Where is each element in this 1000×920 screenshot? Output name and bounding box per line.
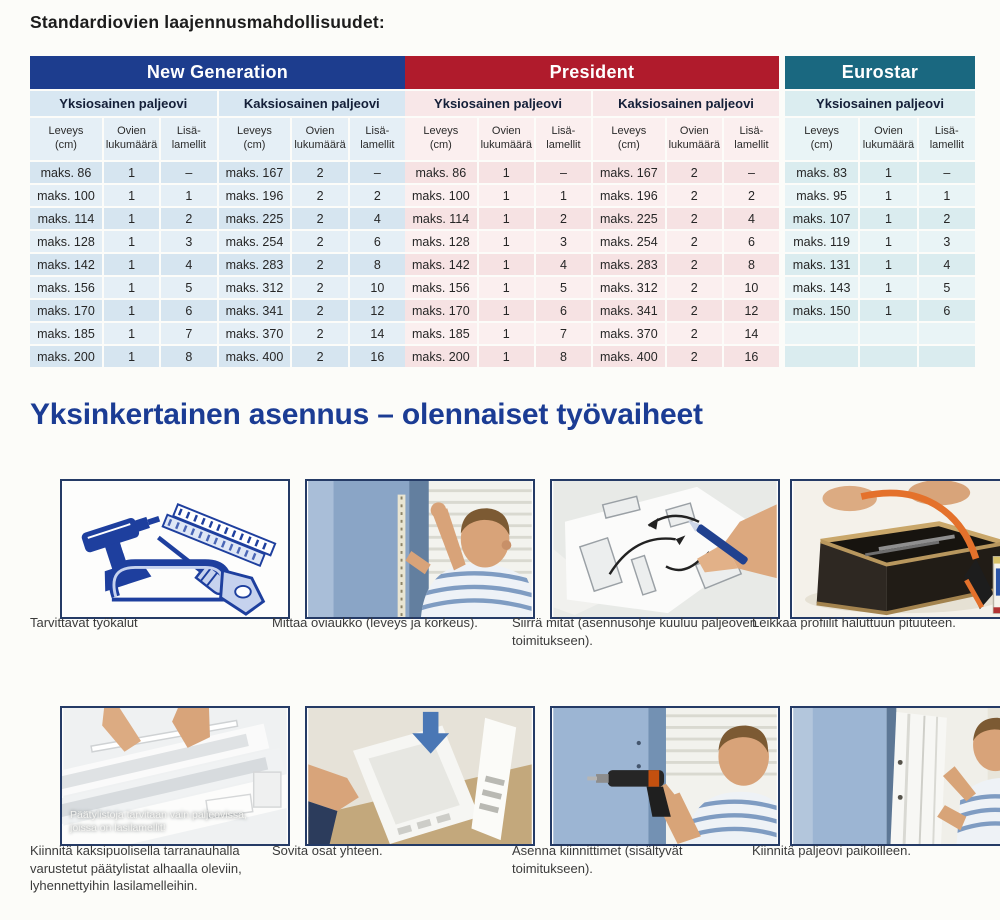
table-subsection-title: Yksiosainen paljeovi (30, 91, 217, 116)
table-cell: 2 (350, 185, 405, 206)
table-grid (785, 118, 975, 367)
table-cell: 4 (724, 208, 779, 229)
table-cell: 2 (292, 300, 347, 321)
table-column-header: Lisä- lamellit (350, 118, 405, 160)
table-cell: maks. 114 (30, 208, 102, 229)
table-cell: 1 (860, 208, 916, 229)
transfer-measurements-photo (552, 481, 778, 617)
table-cell: 4 (536, 254, 591, 275)
table-cell: 2 (667, 162, 722, 183)
step-caption-8: Kiinnitä paljeovi paikoilleen. (752, 843, 911, 858)
table-cell: 1 (104, 277, 159, 298)
table-cell: 1 (536, 185, 591, 206)
table-cell: maks. 100 (30, 185, 102, 206)
table-group-body (785, 91, 975, 367)
table-grid (219, 118, 406, 367)
table-column-header: Ovien lukumäärä (860, 118, 916, 160)
table-cell: maks. 86 (30, 162, 102, 183)
table-cell: maks. 83 (785, 162, 858, 183)
table-subsection-title: Yksiosainen paljeovi (785, 91, 975, 116)
table-column-header: Leveys (cm) (30, 118, 102, 160)
table-cell: 16 (724, 346, 779, 367)
tools-illustration (62, 481, 288, 617)
table-cell: 10 (350, 277, 405, 298)
table-subsection-title: Yksiosainen paljeovi (405, 91, 591, 116)
table-cell: 4 (919, 254, 975, 275)
table-column-header: Ovien lukumäärä (667, 118, 722, 160)
install-fasteners-photo (552, 708, 778, 844)
table-column-header: Lisä- lamellit (919, 118, 975, 160)
table-cell (860, 323, 916, 344)
table-cell: maks. 312 (593, 277, 665, 298)
table-cell: – (919, 162, 975, 183)
table-subsection-title: Kaksiosainen paljeovi (593, 91, 779, 116)
table-subsection (785, 91, 975, 367)
table-cell: 2 (536, 208, 591, 229)
table-column-header: Lisä- lamellit (724, 118, 779, 160)
step-photo-transfer-measurements (550, 479, 780, 619)
table-cell: 1 (104, 300, 159, 321)
measuring-doorway-photo (307, 481, 533, 617)
table-cell: maks. 167 (219, 162, 291, 183)
table-cell: maks. 341 (593, 300, 665, 321)
table-cell: 8 (724, 254, 779, 275)
table-cell: 2 (292, 277, 347, 298)
table-column-header: Leveys (cm) (219, 118, 291, 160)
table-cell: 1 (479, 300, 534, 321)
step-photo-cut-profiles (790, 479, 1000, 619)
attach-door-photo (792, 708, 1000, 844)
table-grid (593, 118, 779, 367)
table-cell: maks. 196 (219, 185, 291, 206)
step-photo-fit-parts (305, 706, 535, 846)
table-cell: maks. 142 (30, 254, 102, 275)
table-cell: 2 (292, 254, 347, 275)
table-cell: maks. 156 (30, 277, 102, 298)
table-cell: 1 (479, 162, 534, 183)
table-cell: 16 (350, 346, 405, 367)
standard-doors-table (30, 56, 975, 367)
table-cell: maks. 225 (593, 208, 665, 229)
table-cell: 1 (479, 254, 534, 275)
table-cell: maks. 156 (405, 277, 477, 298)
table-cell: 7 (536, 323, 591, 344)
table-cell: 1 (479, 346, 534, 367)
table-cell: 2 (292, 346, 347, 367)
table-cell: maks. 283 (219, 254, 291, 275)
step-photo-measure (305, 479, 535, 619)
table-subsection (405, 91, 591, 367)
table-cell: 2 (667, 231, 722, 252)
table-cell: 5 (536, 277, 591, 298)
table-cell: 3 (919, 231, 975, 252)
table-cell: maks. 370 (593, 323, 665, 344)
table-cell: maks. 400 (219, 346, 291, 367)
table-cell: 1 (104, 185, 159, 206)
table-cell: 1 (860, 277, 916, 298)
table-section-eurostar (785, 56, 975, 367)
table-subsection (30, 91, 217, 367)
table-cell: 12 (724, 300, 779, 321)
table-cell: 1 (104, 254, 159, 275)
table-cell: maks. 167 (593, 162, 665, 183)
table-cell: 7 (161, 323, 216, 344)
table-cell: maks. 283 (593, 254, 665, 275)
table-cell: 12 (350, 300, 405, 321)
table-group-title: President (405, 56, 779, 89)
fit-parts-photo (307, 708, 533, 844)
table-cell: maks. 185 (30, 323, 102, 344)
table-group-title: Eurostar (785, 56, 975, 89)
table-cell: 1 (860, 162, 916, 183)
table-column-header: Leveys (cm) (405, 118, 477, 160)
table-cell: 2 (667, 185, 722, 206)
table-cell: 8 (536, 346, 591, 367)
table-grid (30, 118, 217, 367)
table-cell: – (724, 162, 779, 183)
table-group-title: New Generation (30, 56, 405, 89)
table-group-body (405, 91, 779, 367)
table-cell (919, 346, 975, 367)
table-cell: 6 (724, 231, 779, 252)
step-caption-4: Leikkaa profiilit haluttuun pituuteen. (752, 615, 956, 630)
table-cell: maks. 107 (785, 208, 858, 229)
table-cell: 2 (667, 208, 722, 229)
table-cell: 2 (667, 254, 722, 275)
table-cell: 5 (919, 277, 975, 298)
table-cell: 1 (479, 185, 534, 206)
table-cell: maks. 200 (30, 346, 102, 367)
table-column-header: Ovien lukumäärä (292, 118, 347, 160)
table-cell: maks. 95 (785, 185, 858, 206)
table-cell: maks. 128 (405, 231, 477, 252)
table-cell: maks. 131 (785, 254, 858, 275)
table-cell: maks. 128 (30, 231, 102, 252)
table-cell: 2 (292, 323, 347, 344)
table-cell: maks. 196 (593, 185, 665, 206)
table-cell: – (350, 162, 405, 183)
table-cell: 2 (724, 185, 779, 206)
table-cell: maks. 143 (785, 277, 858, 298)
table-cell: maks. 341 (219, 300, 291, 321)
table-cell: 2 (292, 162, 347, 183)
table-cell: maks. 170 (30, 300, 102, 321)
table-cell: 8 (350, 254, 405, 275)
page-title: Standardiovien laajennusmahdollisuudet: (30, 12, 385, 32)
table-subsection (219, 91, 406, 367)
step-photo-install-fasteners (550, 706, 780, 846)
table-cell: 4 (350, 208, 405, 229)
table-cell: 1 (104, 162, 159, 183)
table-column-header: Leveys (cm) (593, 118, 665, 160)
table-cell: 6 (536, 300, 591, 321)
table-cell: 1 (860, 300, 916, 321)
table-cell: maks. 254 (593, 231, 665, 252)
table-cell: 2 (919, 208, 975, 229)
table-cell: 14 (724, 323, 779, 344)
table-cell: 8 (161, 346, 216, 367)
table-cell (785, 323, 858, 344)
table-column-header: Lisä- lamellit (536, 118, 591, 160)
step-caption-6: Sovita osat yhteen. (272, 843, 383, 858)
table-cell: 2 (667, 346, 722, 367)
table-cell: maks. 370 (219, 323, 291, 344)
table-column-header: Leveys (cm) (785, 118, 858, 160)
table-cell: 2 (667, 323, 722, 344)
table-cell: 1 (479, 277, 534, 298)
step-photo-end-strips (60, 706, 290, 846)
table-cell: maks. 200 (405, 346, 477, 367)
table-subsection-title: Kaksiosainen paljeovi (219, 91, 406, 116)
table-cell: 1 (104, 231, 159, 252)
table-cell: 1 (479, 208, 534, 229)
table-cell (785, 346, 858, 367)
step-caption-3: Siirrä mitat (asennusohje kuuluu paljeoven toimitukseen). (512, 615, 757, 648)
table-cell: 2 (667, 300, 722, 321)
step-photo-attach-door (790, 706, 1000, 846)
table-grid (405, 118, 591, 367)
table-cell: 1 (104, 208, 159, 229)
step-caption-5: Kiinnitä kaksipuolisella tarranauhalla varustetut päätylistat alhaalla oleviin, lyhennettyihin lasilamelleihin. (30, 843, 242, 894)
table-cell: 14 (350, 323, 405, 344)
table-cell: maks. 100 (405, 185, 477, 206)
table-cell: 6 (161, 300, 216, 321)
table-cell: 1 (104, 346, 159, 367)
table-cell: maks. 86 (405, 162, 477, 183)
table-cell: 1 (104, 323, 159, 344)
table-cell: 5 (161, 277, 216, 298)
table-subsection (593, 91, 779, 367)
step-caption-7: Asenna kiinnittimet (sisältyvät toimitukseen). (512, 843, 683, 876)
table-cell: 2 (292, 208, 347, 229)
step-caption-1: Tarvittavat työkalut (30, 615, 138, 630)
table-column-header: Ovien lukumäärä (479, 118, 534, 160)
table-cell: maks. 312 (219, 277, 291, 298)
table-cell: maks. 150 (785, 300, 858, 321)
table-cell: maks. 114 (405, 208, 477, 229)
table-cell: 2 (667, 277, 722, 298)
table-cell: 1 (479, 231, 534, 252)
table-cell: 6 (350, 231, 405, 252)
cut-profiles-photo (792, 481, 1000, 617)
installation-section-heading: Yksinkertainen asennus – olennaiset työvaiheet (30, 398, 703, 431)
table-cell: 4 (161, 254, 216, 275)
table-section-new-generation (30, 56, 405, 367)
table-cell: maks. 400 (593, 346, 665, 367)
step-photo-tools (60, 479, 290, 619)
table-cell: 10 (724, 277, 779, 298)
table-cell: 2 (292, 231, 347, 252)
table-cell: – (536, 162, 591, 183)
table-cell: maks. 185 (405, 323, 477, 344)
table-cell: 1 (479, 323, 534, 344)
table-cell: maks. 119 (785, 231, 858, 252)
table-cell: 1 (860, 231, 916, 252)
table-cell: 1 (161, 185, 216, 206)
table-cell: maks. 225 (219, 208, 291, 229)
table-column-header: Lisä- lamellit (161, 118, 216, 160)
table-cell: 1 (919, 185, 975, 206)
table-column-header: Ovien lukumäärä (104, 118, 159, 160)
table-cell: maks. 170 (405, 300, 477, 321)
table-cell: 1 (860, 254, 916, 275)
table-cell: 6 (919, 300, 975, 321)
table-section-president (405, 56, 779, 367)
table-cell (919, 323, 975, 344)
step-caption-2: Mittaa oviaukko (leveys ja korkeus). (272, 615, 478, 630)
table-cell: 3 (536, 231, 591, 252)
table-group-body (30, 91, 405, 367)
table-cell: 2 (161, 208, 216, 229)
table-cell: maks. 254 (219, 231, 291, 252)
photo-note-overlay: Päätylistoja tarvitaan vain paljeovissa, joissa on lasilamellit! (70, 808, 247, 835)
table-cell: maks. 142 (405, 254, 477, 275)
table-cell: 1 (860, 185, 916, 206)
table-cell: – (161, 162, 216, 183)
table-cell (860, 346, 916, 367)
table-cell: 3 (161, 231, 216, 252)
table-cell: 2 (292, 185, 347, 206)
